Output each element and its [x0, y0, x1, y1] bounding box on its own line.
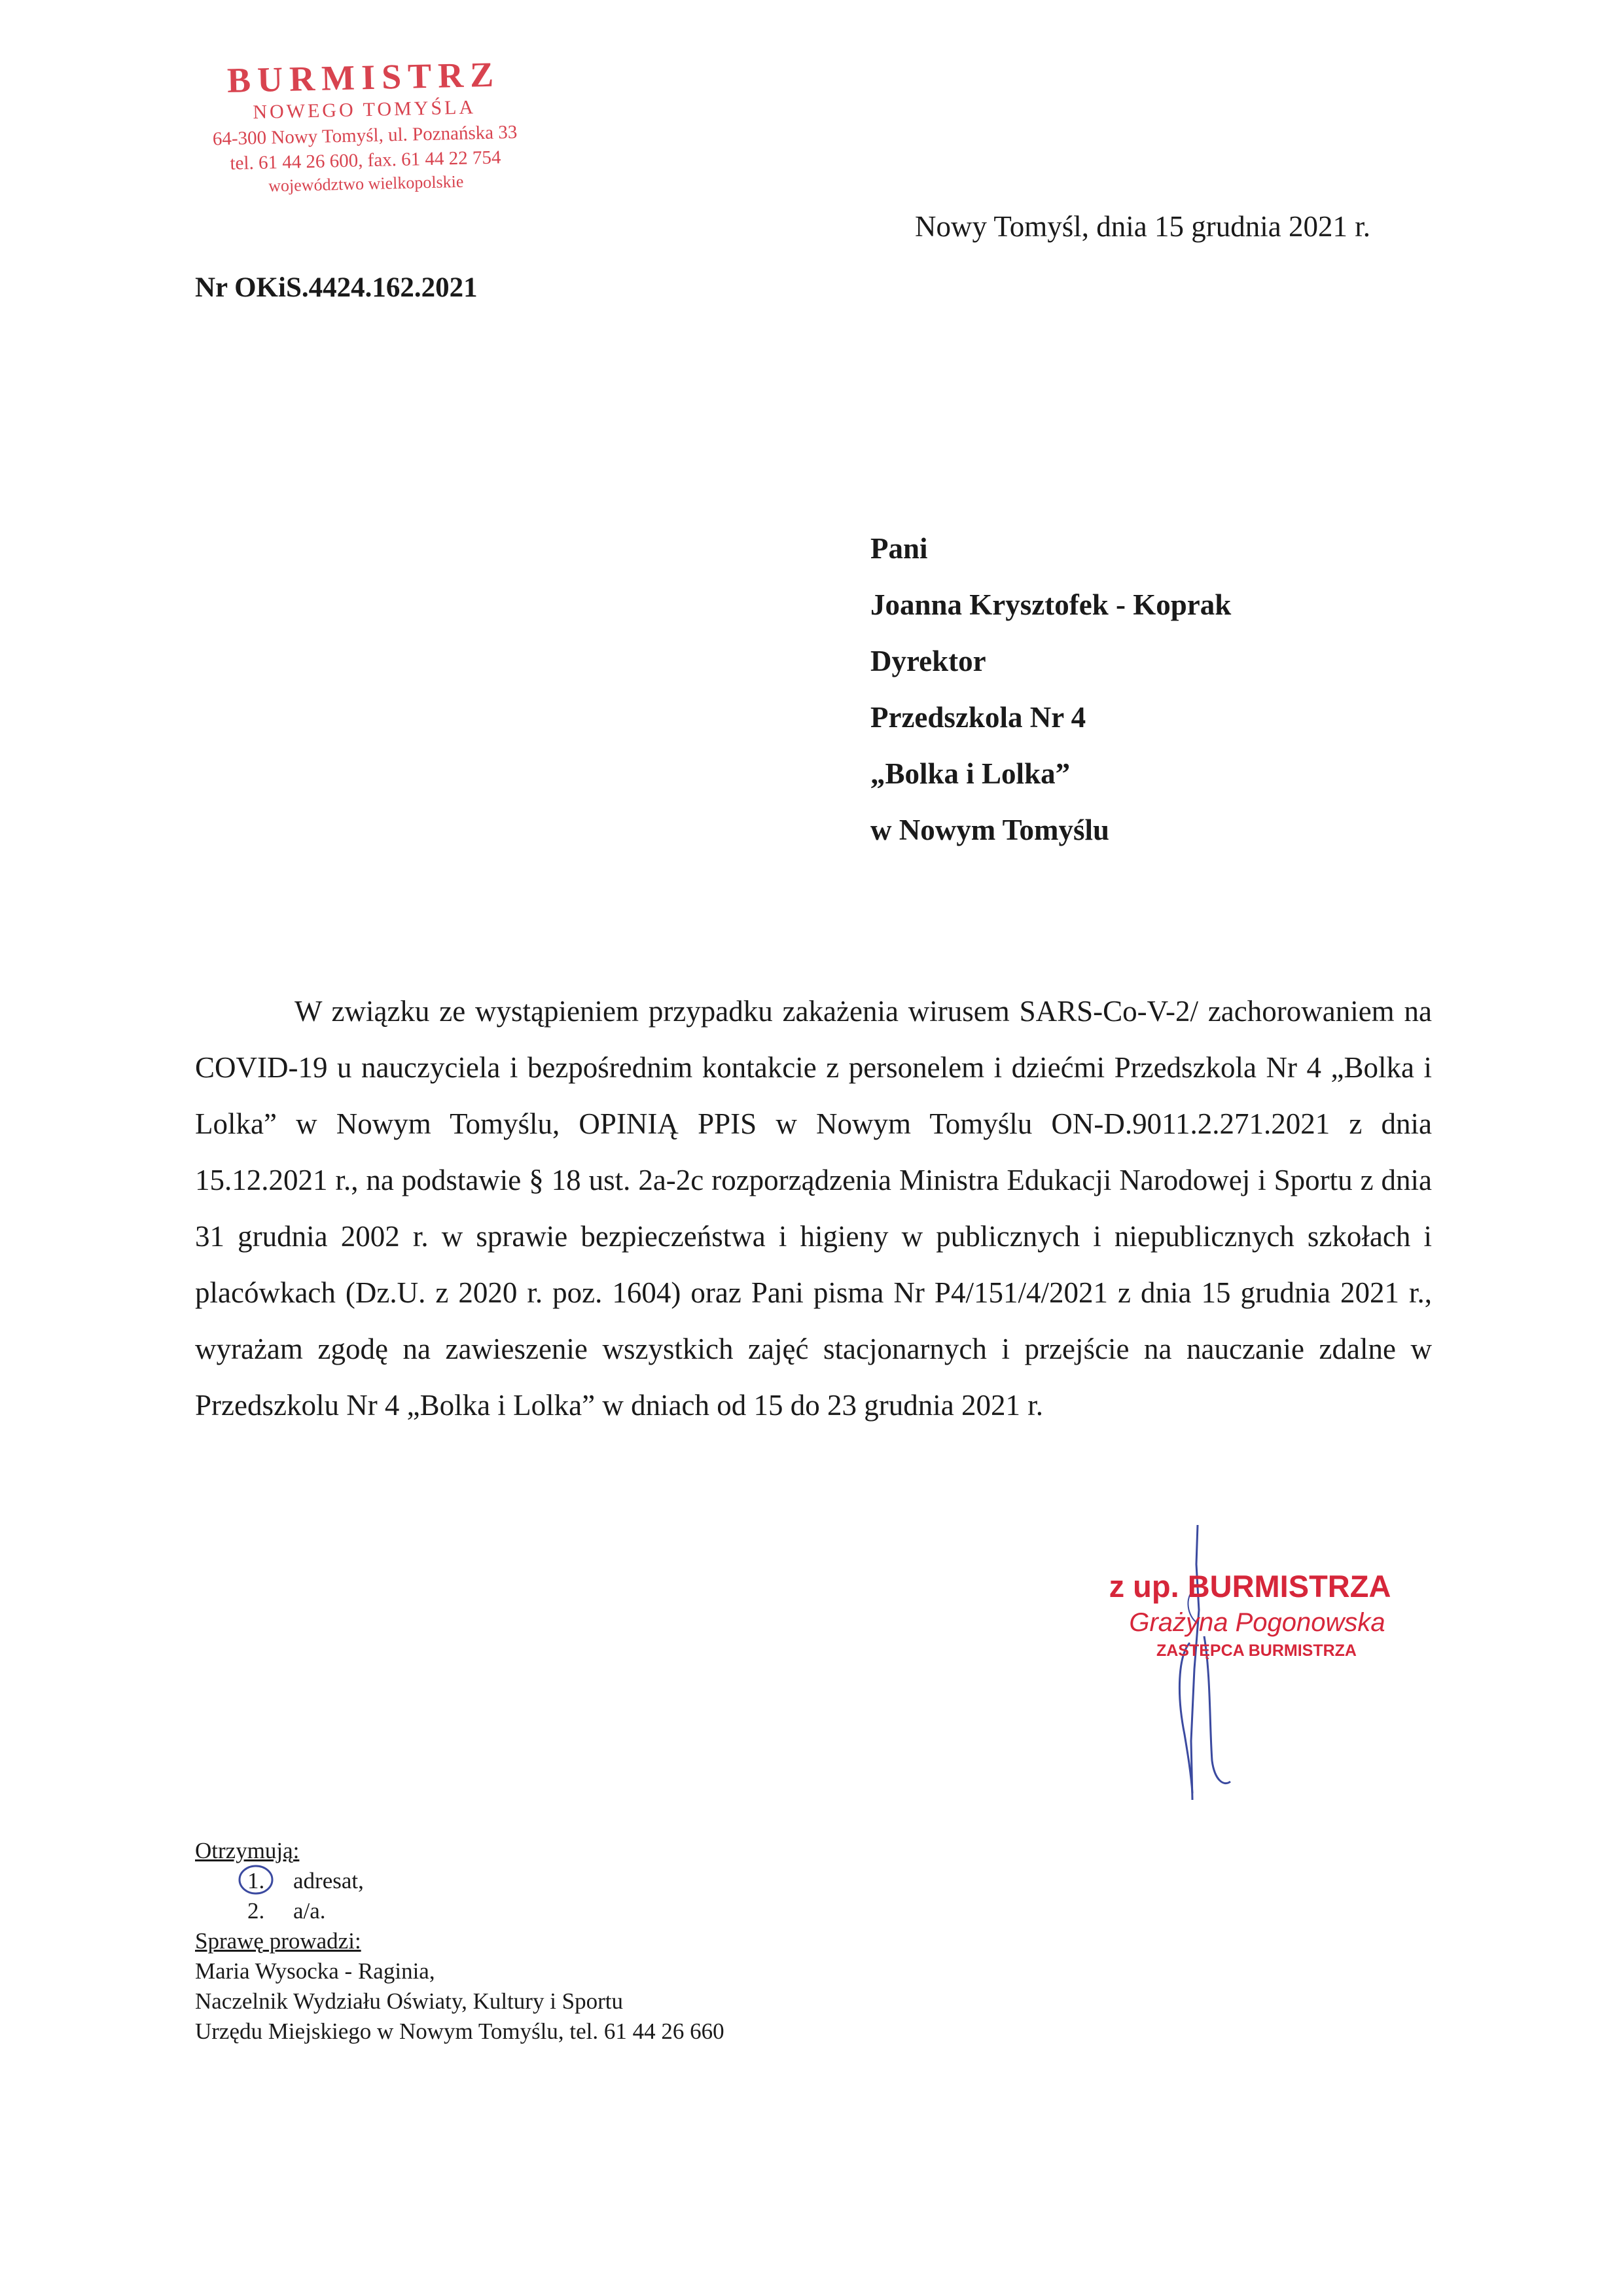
handled-by-label: Sprawę prowadzi: — [195, 1928, 361, 1954]
letter-footer — [195, 1836, 724, 2047]
recipient-text: adresat, — [293, 1868, 364, 1893]
recipient-number: 2. — [247, 1898, 265, 1924]
recipient-number: 1. — [247, 1868, 265, 1893]
signature-stamp-title: ZASTĘPCA BURMISTRZA — [1156, 1641, 1357, 1660]
stamp-title: BURMISTRZ — [226, 54, 501, 100]
stamp-phone: tel. 61 44 26 600, fax. 61 44 22 754 — [230, 147, 501, 174]
stamp-region: województwo wielkopolskie — [268, 171, 464, 196]
letter-body — [195, 983, 1432, 1433]
list-item — [195, 1866, 724, 1896]
recipient-position: Dyrektor — [870, 645, 986, 677]
handwritten-circle-mark — [237, 1863, 275, 1896]
signature-stamp-name: Grażyna Pogonowska — [1129, 1608, 1385, 1637]
recipient-institution: Przedszkola Nr 4 — [870, 701, 1086, 734]
recipient-text: a/a. — [293, 1898, 326, 1924]
handler-office: Urzędu Miejskiego w Nowym Tomyślu, tel. 61 44 26 660 — [195, 2018, 724, 2044]
stamp-subtitle: NOWEGO TOMYŚLA — [253, 96, 476, 124]
handler-name: Maria Wysocka - Raginia, — [195, 1958, 435, 1984]
place-and-date: Nowy Tomyśl, dnia 15 grudnia 2021 r. — [915, 210, 1370, 243]
recipient-name: Joanna Krysztofek - Koprak — [870, 588, 1232, 621]
recipient-institution-name: „Bolka i Lolka” — [870, 757, 1071, 790]
signature-stamp — [1093, 1568, 1407, 1662]
mayor-header-stamp — [167, 53, 563, 200]
signature-stamp-authority: z up. BURMISTRZA — [1109, 1569, 1391, 1604]
recipients-label: Otrzymują: — [195, 1838, 300, 1863]
list-item — [195, 1896, 724, 1926]
handler-title: Naczelnik Wydziału Oświaty, Kultury i Sportu — [195, 1988, 624, 2014]
reference-number: Nr OKiS.4424.162.2021 — [195, 272, 478, 303]
recipient-location: w Nowym Tomyślu — [870, 814, 1110, 846]
recipient-salutation: Pani — [870, 532, 928, 565]
recipient-block — [870, 520, 1231, 858]
body-paragraph: W związku ze wystąpieniem przypadku zakażenia wirusem SARS-Co-V-2/ zachorowaniem na COVID-19 u nauczyciela i bezpośrednim kontakcie z personelem i dziećmi Przedszkola Nr 4 „Bolka i Lolka” w Nowym Tomyślu, OPINIĄ PPIS w Nowym Tomyślu ON-D.9011.2.271.2021 z dnia 15.12.2021 r., na podstawie § 18 ust. 2a-2c rozporządzenia Ministra Edukacji Narodowej i Sportu z dnia 31 grudnia 2002 r. w sprawie bezpieczeństwa i higieny w publicznych i niepublicznych szkołach i placówkach (Dz.U. z 2020 r. poz. 1604) oraz Pani pisma Nr P4/151/4/2021 z dnia 15 grudnia 2021 r., wyrażam zgodę na zawieszenie wszystkich zajęć stacjonarnych i przejście na nauczanie zdalne w Przedszkolu Nr 4 „Bolka i Lolka” w dniach od 15 do 23 grudnia 2021 r. — [195, 995, 1432, 1422]
stamp-address: 64-300 Nowy Tomyśl, ul. Poznańska 33 — [212, 121, 518, 150]
